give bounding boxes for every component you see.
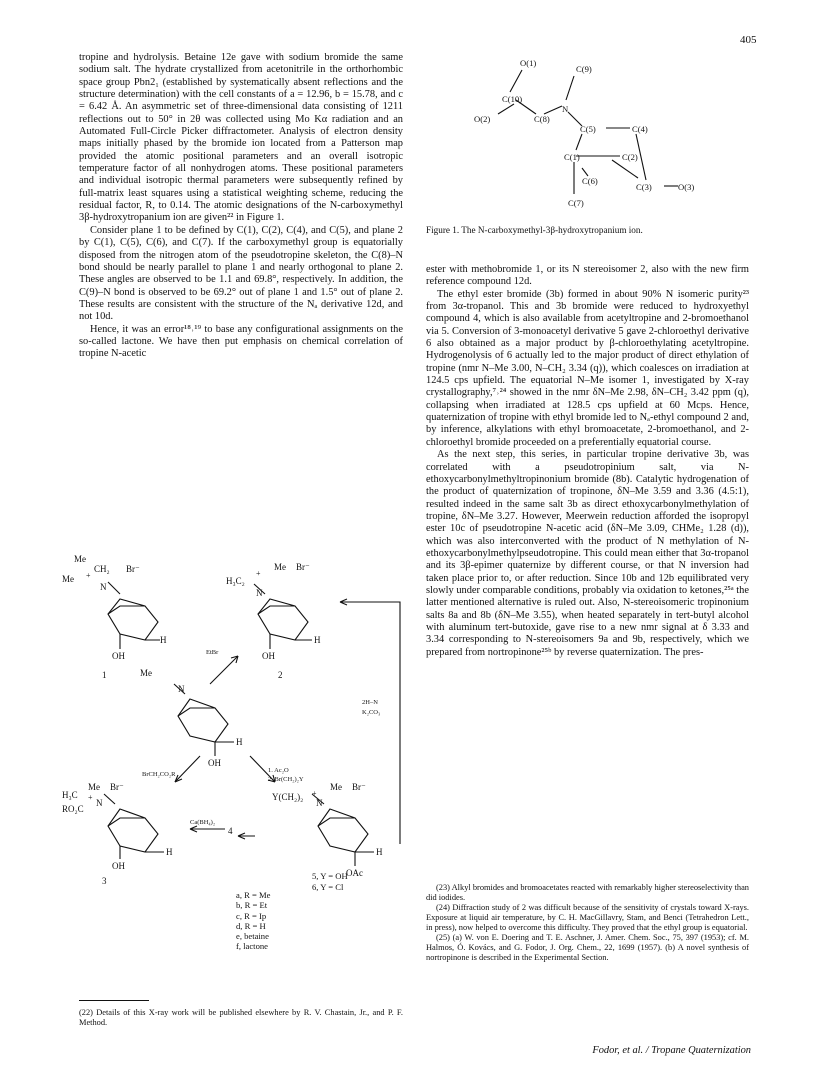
atom-label: O(3) — [678, 182, 695, 192]
footnote: (24) Diffraction study of 2 was difficult because of the sensitivity of crystals toward X-rays. Exposure at liquid air temperature, by C. H. MacGillavry, Stam, and Benci (Tetrahedron Lett., in press), now helped to overcome this difficulty. They proved that the ethyl group is equatorial. — [426, 903, 749, 932]
label: Me — [274, 562, 286, 572]
label: H — [166, 847, 173, 857]
figure-caption: Figure 1. The N-carboxymethyl-3β-hydroxytropanium ion. — [426, 225, 643, 235]
atom-label: C(4) — [632, 124, 648, 134]
left-column-text — [79, 52, 403, 361]
label: Ca(BH₄)₂ — [190, 819, 216, 826]
label: Y(CH₂)₂ — [272, 792, 304, 802]
label: RO₂C — [62, 804, 84, 814]
label: Br⁻ — [110, 782, 124, 792]
paragraph: The ethyl ester bromide (3b) formed in about 90% N isomeric purity²³ from 3α-tropanol. This and 3b bromide were reduced to hydroxyethyl compound 4, which is also available from acetyltropine and 2-bromoethanol via 5. Conversion of 3-monoacetyl derivative 5 gave 2-chloroethyl derivative 6 also obtained as a major product by β-chloroethylating acetyltropine. Hydrogenolysis of 6 actually led to the major product of direct ethylation of tropine (nmr N–Me 3.00, N–CH₂ 3.34 (q)), which coalesces on irradiation at 124.5 cps upfield. The equatorial N–Me isomer 1, investigated by X-ray crystallography,⁷˒²⁴ showed in the nmr δN–Me 2.98, δN–CH₂ 3.42 ppm (q), collapsing when irradiated at 128.5 cps upfield at 60 Mcps. Hence, quaternization of tropine with ethyl bromide led to Nₐ-ethyl compound 2 and, by inference, alkylations with ethyl bromoacetate, 2-bromoethanol, and 2-chloroethyl bromide proceeded on a preferentially equatorial course. — [426, 288, 749, 448]
paragraph: As the next step, this series, in particular tropine derivative 3b, was correlated with a pseudotropinium salt, via N-ethoxycarbonylmethyltropinonium bromide (8b). Catalytic hydrogenation of the product of quaternization of tropinone, δN–Me 3.59 and 3.36 (4.5:1), resulted indeed in the same salt 3b as direct ethoxycarbonylmethylation of tropine, δN–Me 3.27. However, Meerwein reduction afforded the isopropyl ester 10c of pseudotropine N-acetic acid (δN–Me 3.09, CHMe₂ 1.28 (d)), which was also interconverted with the product of N methylation of N-ethoxycarbonylmethylpseudotropine. This could mean either that 3α-tropanol and its 3β-epimer quaternize by different course, or that N inversion had taken place prior to, or after reduction. Since 10b and 12b equilibrated very slowly under comparable conditions, probably via oxidation to ketones,²⁵ᵃ the latter mentioned alternative is ruled out. Also, N-stereoisomeric tropinonium salts 8a and 8b (δN–Me 3.55), when heated separately in tert-butyl alcohol with aluminum tert-butoxide, gave rise to a new nmr signal at δ 3.33 and 3.34 corresponding to N-stereoisomers 9a and 9b, respectively, which we prepared from nortropinone²⁵ᵇ by reverse quaternization. The pres- — [426, 449, 749, 658]
label: N — [96, 798, 103, 808]
footnote-22: (22) Details of this X-ray work will be published elsewhere by R. V. Chastain, Jr., and P. F. Method. — [79, 1008, 403, 1027]
atom-label: O(2) — [474, 114, 491, 124]
atom-label: O(1) — [520, 58, 537, 68]
label: + — [86, 571, 91, 580]
atom-label: C(3) — [636, 182, 652, 192]
label: Me — [62, 574, 74, 584]
atom-label: C(2) — [622, 152, 638, 162]
legend-item: e, betaine — [236, 931, 269, 942]
label: OAc — [346, 868, 363, 878]
label: H₃C — [62, 790, 78, 800]
label: 1. Ac₂O — [268, 767, 289, 774]
label: BrCH₂CO₂R — [142, 771, 176, 778]
label: 2 — [278, 670, 283, 680]
reaction-scheme — [60, 544, 420, 894]
footnotes — [426, 883, 749, 963]
label: K₂CO₃ — [362, 709, 381, 716]
atom-label: C(1) — [564, 152, 580, 162]
page-number: 405 — [740, 34, 757, 46]
label: + — [88, 793, 93, 802]
paragraph: Hence, it was an error¹⁸˒¹⁹ to base any configurational assignments on the so-called lactone. We have then put emphasis on chemical correlation of tropine N-acetic — [79, 323, 403, 360]
label: N — [178, 684, 185, 694]
label: OH — [208, 758, 221, 768]
atom-label: C(6) — [582, 176, 598, 186]
label: OH — [112, 861, 125, 871]
label: N — [316, 798, 323, 808]
paragraph: ester with methobromide 1, or its N stereoisomer 2, also with the new firm reference compound 12d. — [426, 264, 749, 288]
label: Me — [330, 782, 342, 792]
legend-item: d, R = H — [236, 920, 266, 931]
atom-label: C(7) — [568, 198, 584, 208]
label: H — [314, 635, 321, 645]
label: H — [376, 847, 383, 857]
running-footer: Fodor, et al. / Tropane Quaternization — [592, 1045, 751, 1056]
label: + — [256, 569, 261, 578]
label: Me — [88, 782, 100, 792]
label: Me — [140, 668, 152, 678]
label: CH₂ — [94, 564, 110, 574]
atom-label: C(10) — [502, 94, 523, 104]
footnote: (23) Alkyl bromides and bromoacetates reacted with remarkably higher stereoselectivity than did iodides. — [426, 883, 749, 902]
label: H₃C₂ — [226, 576, 245, 586]
legend-item: c, R = Ip — [236, 910, 267, 921]
right-column-text — [426, 264, 749, 659]
compound-legend — [236, 890, 270, 952]
label: 3 — [102, 876, 107, 886]
atom-label: C(8) — [534, 114, 550, 124]
label: Br⁻ — [296, 562, 310, 572]
label: 6, Y = Cl — [312, 882, 344, 892]
legend-item: a, R = Me — [236, 890, 271, 900]
atom-label: N — [562, 104, 569, 114]
label: N — [256, 588, 263, 598]
label: H — [160, 635, 167, 645]
label: Me — [74, 554, 86, 564]
label: Br⁻ — [126, 564, 140, 574]
label: Br⁻ — [352, 782, 366, 792]
label: 2H–N — [362, 699, 378, 706]
label: EtBr — [206, 649, 219, 656]
label: + — [312, 789, 317, 798]
label: 4 — [228, 826, 233, 836]
label: 5, Y = OH — [312, 871, 348, 881]
atom-label: C(9) — [576, 64, 592, 74]
figure-1-structure — [470, 52, 700, 222]
paragraph: tropine and hydrolysis. Betaine 12e gave with sodium bromide the same sodium salt. The hydrate crystallized from acetonitrile in the orthorhombic space group Pbn2₁ (established by systematically absent reflections and the structure determination) with the cell constants of a = 12.96, b = 15.78, and c = 6.42 Å. An asymmetric set of three-dimensional data consisting of 1211 reflections out to 50° in 2θ was collected using Mo Kα radiation and an Automated Full-Circle Picker diffractometer. Analysis of electron density maps initially phased by the bromide ion located from a Patterson map provided the atomic positional parameters and an overall isotropic temperature factor of all nonhydrogen atoms. These positional parameters and individual isotropic thermal parameters were subsequently refined by full-matrix least squares using a statistical weighting scheme, reducing the residual factor, R, to 0.14. The atomic designations of the N-carboxymethyl 3β-hydroxytropanium ion are given²² in Figure 1. — [79, 52, 403, 224]
label: H — [236, 737, 243, 747]
legend-item: f, lactone — [236, 941, 268, 952]
label: N — [100, 582, 107, 592]
paragraph: Consider plane 1 to be defined by C(1), C(2), C(4), and C(5), and plane 2 by C(1), C(5), C(6), and C(7). If the carboxymethyl group is equatorially disposed from the nitrogen atom of the pseudotropine skeleton, the C(8)–N bond should be nearly parallel to plane 1 and nearly orthogonal to plane 2. These angles are observed to be 1.1 and 69.8°, respectively. In addition, the C(9)–N bond is observed to be 69.2° out of plane 1 and 1.5° out of plane 2. These results are consistent with the structure of the Nₐ derivative 12d, and not 10d. — [79, 224, 403, 323]
legend-item: b, R = Et — [236, 900, 268, 911]
footnote-rule — [79, 1000, 149, 1001]
label: 1 — [102, 670, 107, 680]
footnote: (25) (a) W. von E. Doering and T. E. Aschner, J. Amer. Chem. Soc., 75, 397 (1953); cf. M. Halmos, Ó. Kovács, and G. Fodor, J. Org. Chem., 22, 1699 (1957). (b) A novel synthesis of nortropinone is described in the Experimental Section. — [426, 933, 749, 962]
atom-label: C(5) — [580, 124, 596, 134]
label: OH — [262, 651, 275, 661]
label: 2. Br(CH₂)₂Y — [268, 776, 304, 783]
label: OH — [112, 651, 125, 661]
